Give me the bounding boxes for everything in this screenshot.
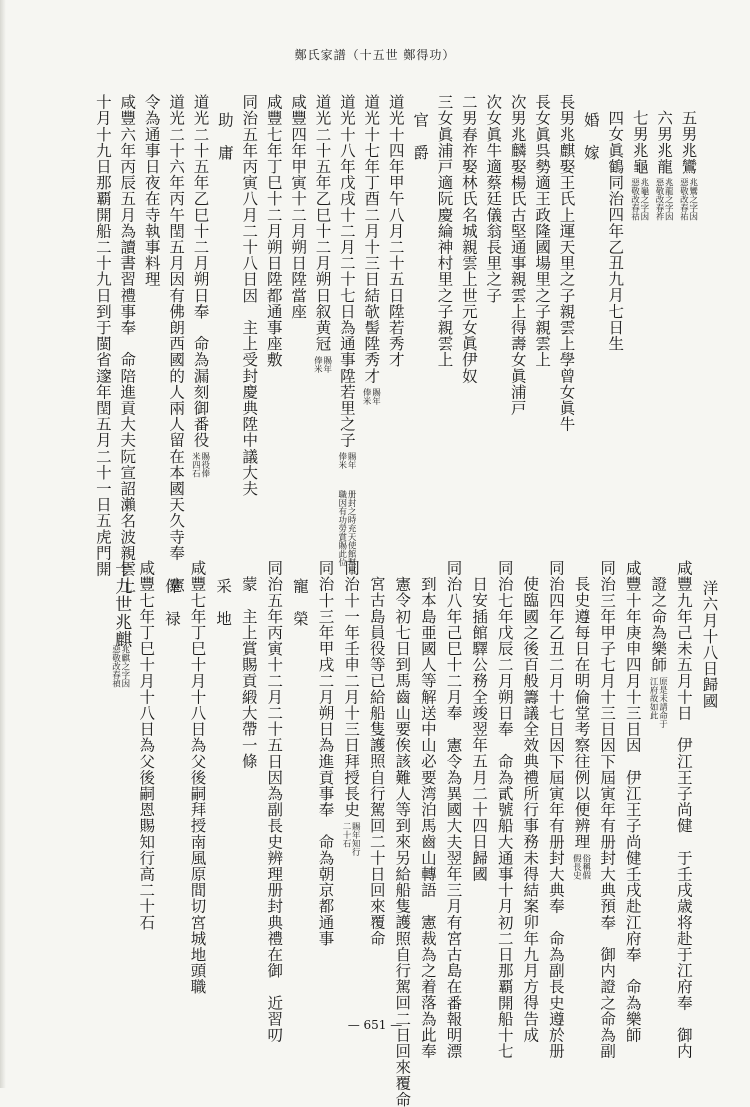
bottom-column-17: 同治五年丙寅十二月二十五日因為副長史辨理册封典禮在御 近習叨 [265, 560, 284, 1043]
bottom-column-14: 同治十一年壬申二月十三日拜授長史 [342, 560, 361, 818]
bottom-column-22: 咸豐七年丁巳十月十八日為父後嗣恩賜知行高二十石 [137, 560, 156, 931]
top-note2-14: 册封之時充天使館幫事 職因有功勞賞賜此位 [336, 490, 357, 576]
bottom-note-14: 賜年知行 二十石 [340, 821, 361, 856]
top-column-14: 道光十八年戊戌十二月二十七日為通事陞若里之子 [337, 94, 356, 449]
top-column-21: 道光二十六年丙午閏五月因有佛朗西國的人兩人留在本國天久寺奉 憲 [167, 94, 186, 594]
top-column-13: 道光十七年丁酉二月十三日結欹髻陞秀才 [362, 94, 381, 384]
top-column-22: 令為通事日夜在寺執事料理 [142, 94, 161, 288]
bottom-column-10: 同治八年己巳十二月奉 憲令為異國大夫翌年三月有宮古島在番報明漂 [444, 560, 463, 1060]
bottom-column-8: 同治七年戊辰二月朔日奉 命為貳號船大通事十月初二日那覇開船十七 [495, 560, 514, 1060]
top-column-11: 官 爵 [411, 112, 430, 161]
bottom-column-20: 咸豐七年丁巳十月十八日為父後嗣拜授南風原間切宮城地頭職 [188, 560, 207, 995]
top-column-3: 四女眞鶴同治四年乙丑九月七日生 [606, 110, 625, 352]
top-column-20: 道光二十五年乙巳十二月朔日奉 命為漏刻御番役 [191, 94, 210, 449]
bottom-column-9: 日安插館驛公務全竣翌年五月二十四日歸國 [470, 576, 489, 882]
top-column-0: 五男兆鸞 [679, 110, 698, 175]
bottom-column-18: 蒙 主上賞賜貢緞大帶一條 [239, 576, 258, 770]
top-column-6: 長女眞呉勢適王政隆國場里之子親雲上 [533, 94, 552, 368]
top-column-12: 道光十四年甲午八月二十五日陞若秀才 [386, 94, 405, 368]
top-column-10: 三女眞浦戸適阮慶綸神村里之子親雲上 [435, 94, 454, 368]
top-column-17: 咸豐七年丁巳十二月朔日陞都通事座敷 [264, 94, 283, 368]
top-column-16: 咸豐四年甲寅十二月朔日陞當座 [289, 94, 308, 320]
top-column-8: 次女眞牛適蔡廷儀翁長里之子 [484, 94, 503, 304]
top-column-7: 次男兆麟娶楊氏古堅通事親雲上得壽女眞浦戸 [508, 94, 527, 416]
top-column-4: 婚 嫁 [581, 112, 600, 161]
bottom-column-15: 同治十三年甲戌二月朔日為進貢事奉 命為朝京都通事 [316, 560, 335, 947]
page-number: — 651 — [347, 1018, 403, 1032]
top-note-13: 賜年 俸米 [361, 387, 381, 405]
bottom-column-6: 同治四年乙丑二月十七日因下屆寅年有册封大典奉 命為副長史遵於册 [546, 560, 565, 1060]
bottom-column-16: 寵 榮 [290, 578, 309, 627]
top-column-19: 助 庸 [215, 112, 234, 161]
bottom-column-7: 使臨國之後百般籌議全效典禮所行事務未得結案卯年九月方得告成 [521, 576, 540, 1043]
top-column-15: 道光二十五年乙巳十二月朔日叙黄冠 [313, 94, 332, 352]
bottom-column-21: 俸 禄 [162, 578, 181, 627]
top-column-23: 咸豐六年丙辰五月為讀書習禮事奉 命陪進貢大夫阮宣詔瀨名波親雲上 [118, 94, 137, 594]
bottom-column-19: 采 地 [214, 578, 233, 627]
top-note-0: 兆鸞之字因 惡敬改春祐 [678, 178, 698, 221]
top-column-9: 二男春祚娶林氏名城親雲上世元女眞伊奴 [459, 94, 478, 384]
bottom-note-5: 俗稱假 假長史 [571, 853, 591, 880]
bottom-column-3: 咸豐十年庚申四月十三日因 伊江王子尚健壬戌赴江府奉 命為樂師 [623, 560, 642, 1043]
top-column-1: 六男兆龍 [655, 110, 674, 175]
top-note-14: 賜年 俸米 [336, 452, 357, 470]
top-note-15: 賜年 俸米 [312, 355, 332, 373]
top-column-18: 同治五年丙寅八月二十八日因 主上受封慶典陞中議大夫 [240, 94, 259, 497]
top-column-5: 長男兆麒娶王氏上運天里之子親雲上學曾女眞牛 [557, 94, 576, 433]
bottom-column-2: 證之命為樂師 [649, 576, 668, 673]
bottom-column-1: 咸豐九年己未五月十日 伊江王子尚健 于壬戌歳将赴于江府奉 御内 [674, 560, 693, 1060]
bottom-column-4: 同治三年甲子七月十三日因下屆寅年有册封大典預奉 御内證之命為副 [598, 560, 617, 1060]
bottom-column-23: 十九世兆麒 [111, 560, 132, 648]
page-header: 鄭氏家譜（十五世 鄭得功） [294, 48, 456, 62]
bottom-note-23: 兆麒之字因 惡敬改春禎 [110, 644, 130, 687]
bottom-note-2: 原是未請命于 江府故如此 [648, 676, 668, 728]
top-note-2: 兆龜之字因 惡敬改春祜 [629, 178, 649, 221]
scan-edge-shadow [0, 0, 6, 1088]
top-note-20: 賜役俸 米四石 [190, 452, 210, 478]
bottom-column-11: 到本島亜國人等解送中山必要湾泊馬齒山轉語 憲裁為之着落為此奉 [418, 576, 437, 1059]
top-note-1: 兆龍之字因 惡敬改春祚 [653, 178, 674, 221]
bottom-column-12: 憲令初七日到馬齒山要俟該難人等到來另給船隻護照自行駕回二日回來覆命 [393, 576, 412, 1107]
top-column-24: 十月十九日那覇開船二十九日到于閩省𨗉年閏五月二十一日五虎門開 [93, 94, 112, 577]
bottom-column-13: 宮古島員役等已給船隻護照自行駕回二十日回來覆命 [367, 576, 386, 947]
top-column-2: 七男兆龜 [630, 110, 649, 175]
bottom-column-0: 洋六月十八日歸國 [700, 580, 719, 709]
bottom-column-5: 長史遵每日在明倫堂考察往例以便辨理 [572, 576, 591, 850]
